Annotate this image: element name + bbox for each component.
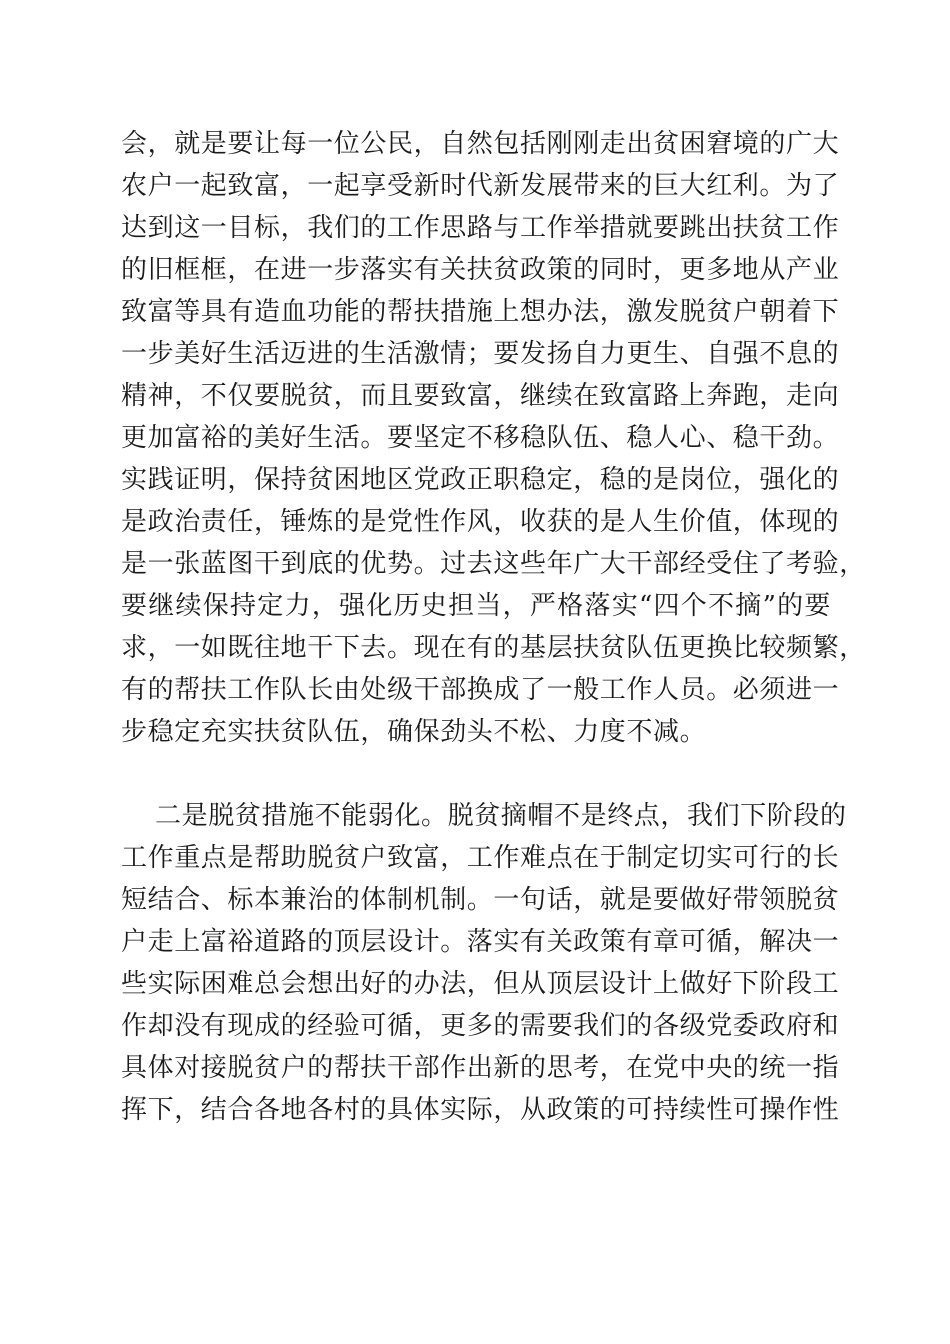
paragraph-1-line: 求，一如既往地干下去。现在有的基层扶贫队伍更换比较频繁， [121,633,866,663]
paragraph-1-line: 精神，不仅要脱贫，而且要致富，继续在致富路上奔跑，走向 [121,381,840,411]
paragraph-2-line: 户走上富裕道路的顶层设计。落实有关政策有章可循，解决一 [121,927,840,957]
paragraph-2-heading: 二是脱贫措施不能弱化。 [155,801,448,831]
paragraph-2-line: 作却没有现成的经验可循，更多的需要我们的各级党委政府和 [121,1011,840,1041]
paragraph-2-line: 工作重点是帮助脱贫户致富，工作难点在于制定切实可行的长 [121,843,840,873]
paragraph-1-line: 实践证明，保持贫困地区党政正职稳定，稳的是岗位，强化的 [121,465,840,495]
paragraph-1-line: 有的帮扶工作队长由处级干部换成了一般工作人员。必须进一 [121,675,840,705]
paragraph-1-line: 是一张蓝图干到底的优势。过去这些年广大干部经受住了考验， [121,549,866,579]
paragraph-1-line: 的旧框框，在进一步落实有关扶贫政策的同时，更多地从产业 [121,255,840,285]
paragraph-2-first-line-text: 脱贫摘帽不是终点，我们下阶段的 [447,801,847,831]
paragraph-2-line: 具体对接脱贫户的帮扶干部作出新的思考，在党中央的统一指 [121,1053,840,1083]
paragraph-2-line: 短结合、标本兼治的体制机制。一句话，就是要做好带领脱贫 [121,885,840,915]
paragraph-1-line: 会，就是要让每一位公民，自然包括刚刚走出贫困窘境的广大 [121,129,840,159]
paragraph-1-line: 要继续保持定力，强化历史担当，严格落实“四个不摘”的要 [121,591,831,621]
paragraph-1-line: 是政治责任，锤炼的是党性作风，收获的是人生价值，体现的 [121,507,840,537]
paragraph-1-line: 农户一起致富，一起享受新时代新发展带来的巨大红利。为了 [121,171,840,201]
paragraph-1-line: 一步美好生活迈进的生活激情；要发扬自力更生、自强不息的 [121,339,840,369]
paragraph-1-line: 致富等具有造血功能的帮扶措施上想办法，激发脱贫户朝着下 [121,297,840,327]
paragraph-1-line: 更加富裕的美好生活。要坚定不移稳队伍、稳人心、稳干劲。 [121,423,840,453]
paragraph-2-first-line [155,799,847,833]
paragraph-1-line: 达到这一目标，我们的工作思路与工作举措就要跳出扶贫工作 [121,213,840,243]
paragraph-1-line: 步稳定充实扶贫队伍，确保劲头不松、力度不减。 [121,717,707,747]
paragraph-2-line: 挥下，结合各地各村的具体实际，从政策的可持续性可操作性 [121,1095,840,1125]
paragraph-2-line: 些实际困难总会想出好的办法，但从顶层设计上做好下阶段工 [121,969,840,999]
